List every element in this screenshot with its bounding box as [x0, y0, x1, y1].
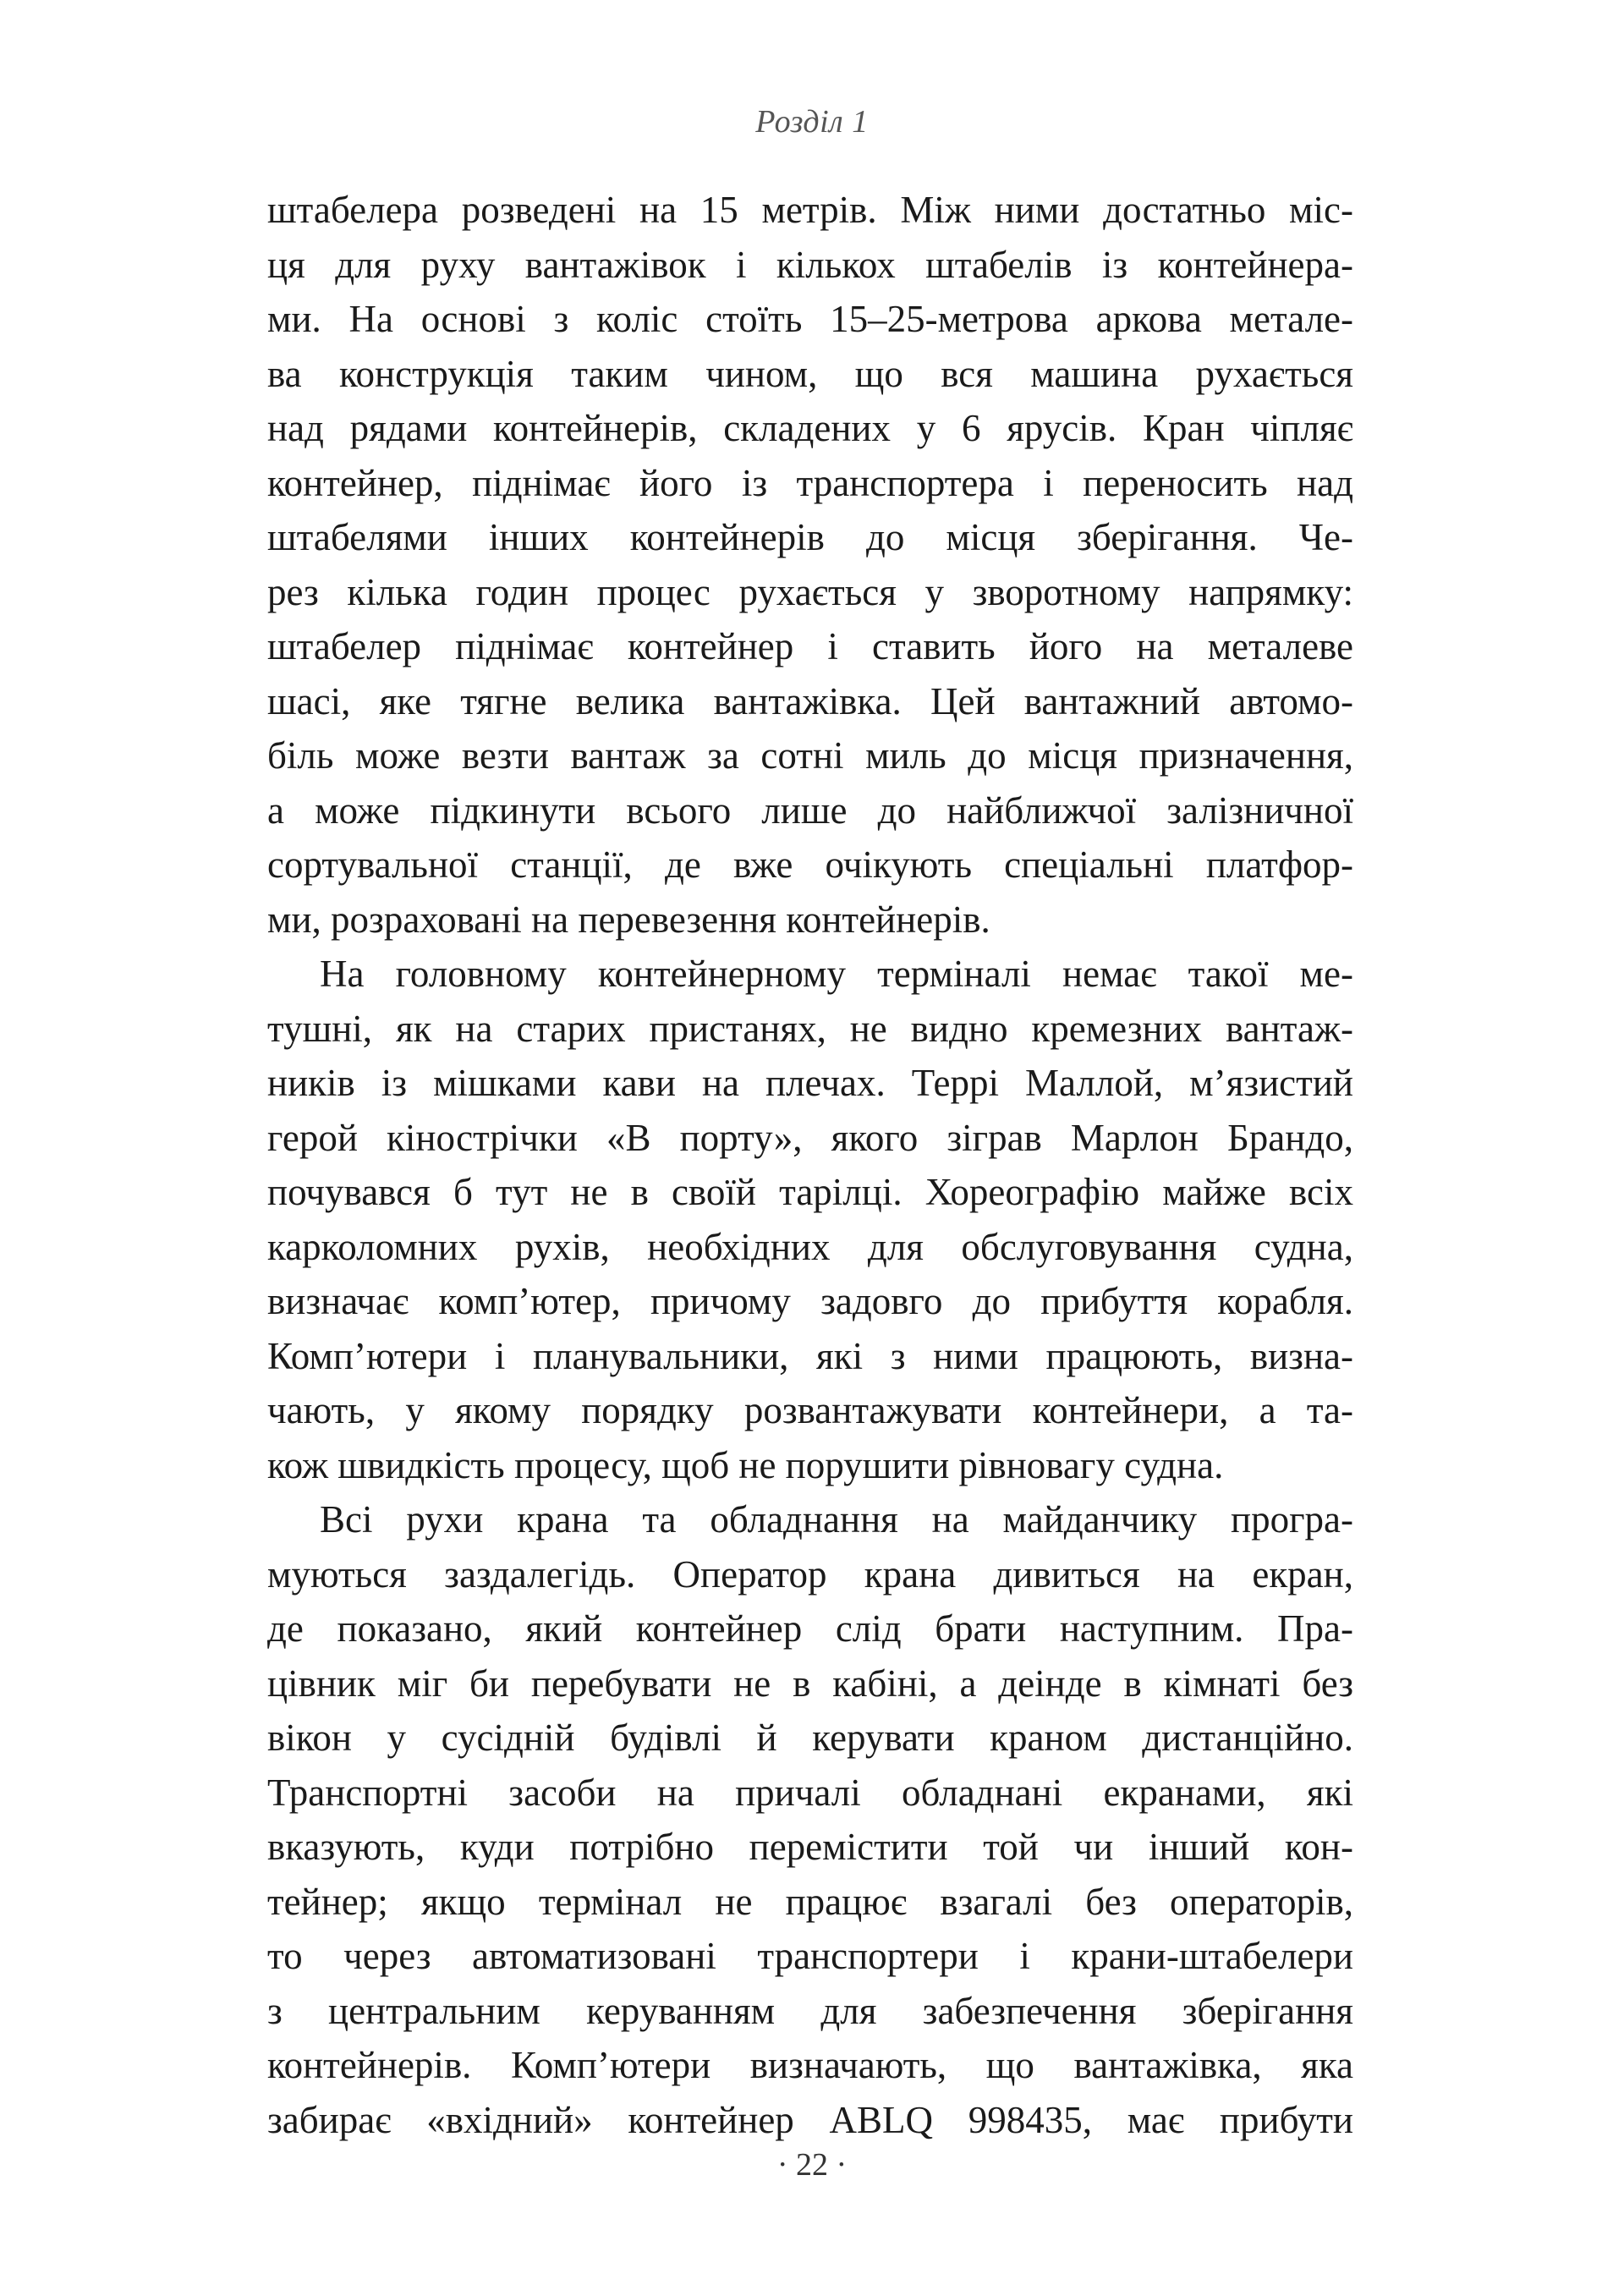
text-line: штабелер піднімає контейнер і ставить його на металеве: [267, 625, 1353, 667]
text-line: почувався б тут не в своїй тарілці. Хореографію майже всіх: [267, 1171, 1353, 1213]
page-number: · 22 ·: [776, 2147, 848, 2183]
text-line: тушні, як на старих пристанях, не видно кремезних вантаж-: [267, 1007, 1353, 1050]
text-line: штабелями інших контейнерів до місця зберігання. Че-: [267, 516, 1353, 558]
text-line: вказують, куди потрібно перемістити той чи інший кон-: [267, 1826, 1353, 1868]
body-text: [267, 183, 1353, 2147]
text-line: шасі, яке тягне велика вантажівка. Цей вантажний автомо-: [267, 679, 1353, 722]
text-line: ва конструкція таким чином, що вся машина рухається: [267, 352, 1353, 395]
text-line: рез кілька годин процес рухається у зворотному напрямку:: [267, 570, 1353, 613]
text-line: штабелера розведені на 15 метрів. Між ними достатньо міс-: [267, 189, 1353, 231]
text-line: чають, у якому порядку розвантажувати контейнери, а та-: [267, 1389, 1353, 1431]
text-line: Комп’ютери і планувальники, які з ними працюють, визна-: [267, 1334, 1353, 1377]
text-line: визначає комп’ютер, причому задовго до прибуття корабля.: [267, 1280, 1353, 1322]
text-line: ми, розраховані на перевезення контейнерів.: [267, 898, 990, 941]
running-head: Розділ 1: [755, 104, 869, 140]
text-line: карколомних рухів, необхідних для обслуговування судна,: [267, 1225, 1353, 1268]
text-line: цівник міг би перебувати не в кабіні, а деінде в кімнаті без: [267, 1662, 1353, 1705]
text-line: ми. На основі з коліс стоїть 15–25-метрова аркова металe-: [267, 298, 1353, 340]
text-line: ників із мішками кави на плечах. Террі Маллой, м’язистий: [267, 1062, 1353, 1104]
text-line: над рядами контейнерів, складених у 6 ярусів. Кран чіпляє: [267, 407, 1353, 449]
text-line: забирає «вхідний» контейнер ABLQ 998435, має прибути: [267, 2098, 1353, 2141]
text-line: ця для руху вантажівок і кількох штабелів із контейнера-: [267, 243, 1353, 286]
text-line: а може підкинути всього лише до найближчої залізничної: [267, 788, 1353, 832]
text-line: На головному контейнерному терміналі немає такої ме-: [320, 953, 1353, 995]
text-line: кож швидкість процесу, щоб не порушити рівновагу судна.: [267, 1443, 1224, 1486]
text-line: контейнерів. Комп’ютери визначають, що вантажівка, яка: [267, 2044, 1353, 2086]
text-line: з центральним керуванням для забезпечення зберігання: [267, 1989, 1353, 2032]
text-line: де показано, який контейнер слід брати наступним. Пра-: [267, 1607, 1353, 1650]
text-line: Транспортні засоби на причалі обладнані екранами, які: [267, 1771, 1353, 1814]
text-line: біль може везти вантаж за сотні миль до місця призначення,: [267, 734, 1353, 777]
text-line: Всі рухи крана та обладнання на майданчику програ-: [320, 1498, 1353, 1541]
text-line: вікон у сусідній будівлі й керувати краном дистанційно.: [267, 1717, 1353, 1759]
text-line: герой кінострічки «В порту», якого зіграв Марлон Брандо,: [267, 1116, 1353, 1159]
text-line: тейнер; якщо термінал не працює взагалі без операторів,: [267, 1880, 1353, 1923]
text-line: то через автоматизовані транспортери і крани-штабелери: [267, 1935, 1353, 1977]
text-line: муються заздалегідь. Оператор крана дивиться на екран,: [267, 1552, 1353, 1596]
text-line: сортувальної станції, де вже очікують спеціальні платфор-: [267, 843, 1353, 886]
text-line: контейнер, піднімає його із транспортера і переносить над: [267, 461, 1353, 504]
